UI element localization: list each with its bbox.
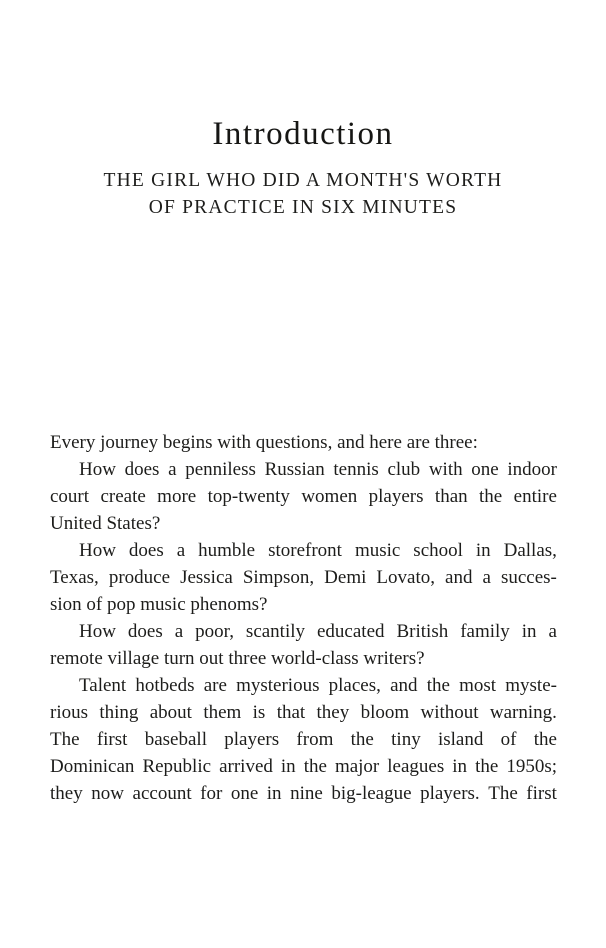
body-line: Talent hotbeds are mysterious places, and the most myste- [79,675,557,696]
chapter-title: Introduction [212,116,394,152]
body-line: Texas, produce Jessica Simpson, Demi Lovato, and a succes- [50,567,557,588]
chapter-subtitle [0,167,606,221]
chapter-subtitle-line1: THE GIRL WHO DID A MONTH'S WORTH [103,170,503,191]
body-line: sion of pop music phenoms? [50,594,268,615]
body-line: they now account for one in nine big-league players. The first [50,783,557,804]
body-line: How does a poor, scantily educated British family in a [79,621,557,642]
body-line: How does a penniless Russian tennis club with one indoor [79,459,557,480]
body-line: remote village turn out three world-class writers? [50,648,425,669]
body-line: The first baseball players from the tiny island of the [50,729,557,750]
body-line: Every journey begins with questions, and here are three: [50,432,478,453]
body-line: Dominican Republic arrived in the major leagues in the 1950s; [50,756,557,777]
body-line: United States? [50,513,161,534]
chapter-subtitle-line2: OF PRACTICE IN SIX MINUTES [148,197,458,218]
body-line: How does a humble storefront music school in Dallas, [79,540,557,561]
body-line: rious thing about them is that they bloom without warning. [50,702,557,723]
body-line: court create more top-twenty women players than the entire [50,486,557,507]
body-text [50,429,557,807]
